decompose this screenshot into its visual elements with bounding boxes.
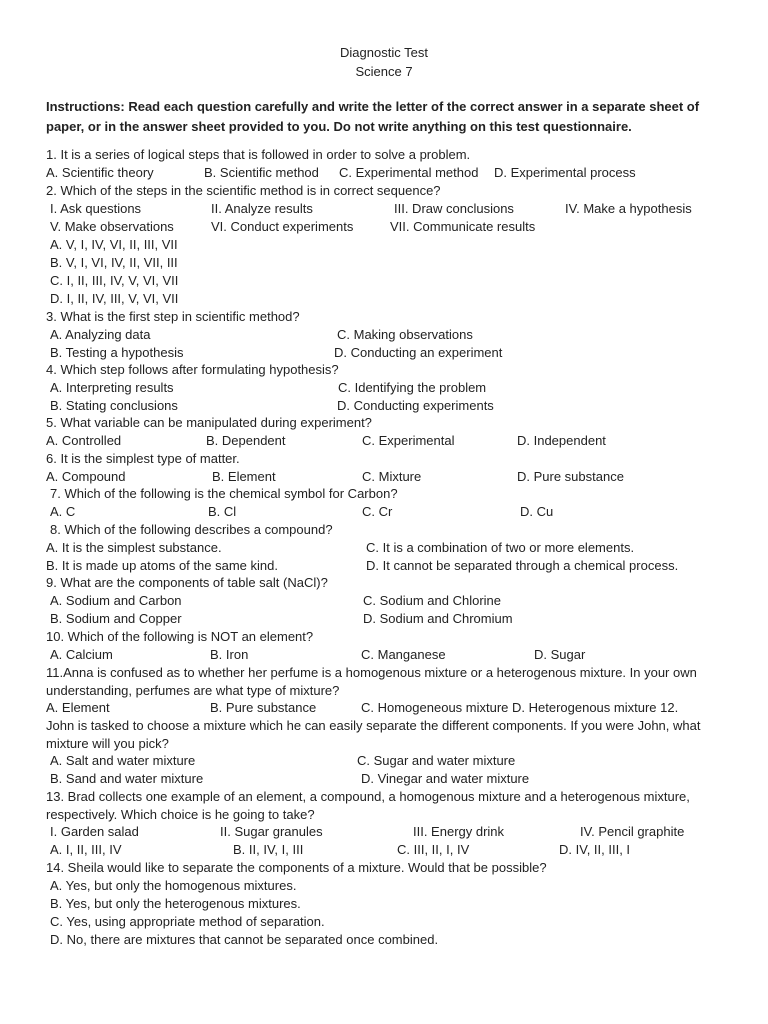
question-9-stem: 9. What are the components of table salt (NaCl)? xyxy=(46,575,328,590)
option: D. I, II, IV, III, V, VI, VII xyxy=(50,291,179,306)
option: D. Sodium and Chromium xyxy=(363,611,513,626)
option: B. Sand and water mixture xyxy=(50,771,204,786)
option: C. Homogeneous mixture D. Heterogenous mixture 12. xyxy=(361,700,679,715)
option: D. Independent xyxy=(517,433,606,448)
question-10-stem: 10. Which of the following is NOT an element? xyxy=(46,629,314,644)
option: B. Pure substance xyxy=(210,700,317,715)
option: B. Cl xyxy=(208,504,237,519)
option: C. Sodium and Chlorine xyxy=(363,593,502,608)
option: A. I, II, III, IV xyxy=(50,842,122,857)
step-item: II. Analyze results xyxy=(211,201,313,216)
option: D. Conducting an experiment xyxy=(334,345,503,360)
option: D. IV, II, III, I xyxy=(559,842,631,857)
option: D. Cu xyxy=(520,504,554,519)
option: D. Sugar xyxy=(534,647,586,662)
option: A. Compound xyxy=(46,469,126,484)
option: B. Sodium and Copper xyxy=(50,611,182,626)
item: I. Garden salad xyxy=(50,824,139,839)
option: C. Experimental method xyxy=(339,165,479,180)
question-4-stem: 4. Which step follows after formulating hypothesis? xyxy=(46,362,339,377)
option: A. Element xyxy=(46,700,110,715)
option: D. Vinegar and water mixture xyxy=(361,771,530,786)
option: C. Mixture xyxy=(362,469,422,484)
option: C. Manganese xyxy=(361,647,446,662)
option: B. Scientific method xyxy=(204,165,319,180)
option: C. Sugar and water mixture xyxy=(357,753,516,768)
step-item: IV. Make a hypothesis xyxy=(565,201,692,216)
option: B. Element xyxy=(212,469,276,484)
option: B. Yes, but only the heterogenous mixtures. xyxy=(50,896,301,911)
option: B. Iron xyxy=(210,647,249,662)
step-item: VI. Conduct experiments xyxy=(211,219,354,234)
option: C. Yes, using appropriate method of separation. xyxy=(50,914,325,929)
option: D. It cannot be separated through a chemical process. xyxy=(366,558,679,573)
option: B. II, IV, I, III xyxy=(233,842,304,857)
option: C. Identifying the problem xyxy=(338,380,487,395)
question-13-stem: 13. Brad collects one example of an element, a compound, a homogenous mixture and a heterogenous mixture, respectively. Which choice is he going to take? xyxy=(46,789,690,822)
question-6-stem: 6. It is the simplest type of matter. xyxy=(46,451,240,466)
question-2-stem: 2. Which of the steps in the scientific method is in correct sequence? xyxy=(46,183,441,198)
question-1-stem: 1. It is a series of logical steps that is followed in order to solve a problem. xyxy=(46,147,471,162)
option: A. Analyzing data xyxy=(50,327,151,342)
step-item: V. Make observations xyxy=(50,219,174,234)
step-item: I. Ask questions xyxy=(50,201,142,216)
question-14-stem: 14. Sheila would like to separate the components of a mixture. Would that be possible? xyxy=(46,860,547,875)
option: D. Experimental process xyxy=(494,165,636,180)
instructions: Instructions: Read each question carefully and write the letter of the correct answer in a separate sheet of paper, or in the answer sheet provided to you. Do not write anything on this test questionnaire. xyxy=(46,99,700,134)
question-12-stem: John is tasked to choose a mixture which he can easily separate the different components. If you were John, what mixture will you pick? xyxy=(46,718,701,751)
option: B. Dependent xyxy=(206,433,286,448)
option: B. Stating conclusions xyxy=(50,398,178,413)
option: D. Conducting experiments xyxy=(337,398,494,413)
option: C. III, II, I, IV xyxy=(397,842,470,857)
option: A. Interpreting results xyxy=(50,380,174,395)
option: C. Making observations xyxy=(337,327,473,342)
option: B. V, I, VI, IV, II, VII, III xyxy=(50,255,178,270)
option: A. It is the simplest substance. xyxy=(46,540,222,555)
option: B. It is made up atoms of the same kind. xyxy=(46,558,278,573)
item: II. Sugar granules xyxy=(220,824,323,839)
page-title: Diagnostic Test xyxy=(340,45,428,60)
option: A. Sodium and Carbon xyxy=(50,593,182,608)
option: A. Scientific theory xyxy=(46,165,154,180)
option: A. Salt and water mixture xyxy=(50,753,196,768)
option: A. Controlled xyxy=(46,433,122,448)
option: C. It is a combination of two or more elements. xyxy=(366,540,635,555)
item: IV. Pencil graphite xyxy=(580,824,685,839)
question-7-stem: 7. Which of the following is the chemical symbol for Carbon? xyxy=(50,486,398,501)
question-8-stem: 8. Which of the following describes a compound? xyxy=(50,522,333,537)
option: C. Cr xyxy=(362,504,393,519)
option: A. Yes, but only the homogenous mixtures. xyxy=(50,878,297,893)
item: III. Energy drink xyxy=(413,824,505,839)
option: A. Calcium xyxy=(50,647,113,662)
step-item: III. Draw conclusions xyxy=(394,201,514,216)
option: D. Pure substance xyxy=(517,469,624,484)
option: C. Experimental xyxy=(362,433,455,448)
page-subtitle: Science 7 xyxy=(355,64,413,79)
step-item: VII. Communicate results xyxy=(390,219,536,234)
option: A. V, I, IV, VI, II, III, VII xyxy=(50,237,178,252)
option: C. I, II, III, IV, V, VI, VII xyxy=(50,273,179,288)
question-11-stem: 11.Anna is confused as to whether her perfume is a homogenous mixture or a heterogenous mixture. In your own understanding, perfumes are what type of mixture? xyxy=(46,665,697,698)
question-3-stem: 3. What is the first step in scientific method? xyxy=(46,309,300,324)
question-5-stem: 5. What variable can be manipulated during experiment? xyxy=(46,415,372,430)
option: A. C xyxy=(50,504,76,519)
option: B. Testing a hypothesis xyxy=(50,345,184,360)
option: D. No, there are mixtures that cannot be separated once combined. xyxy=(50,932,439,947)
